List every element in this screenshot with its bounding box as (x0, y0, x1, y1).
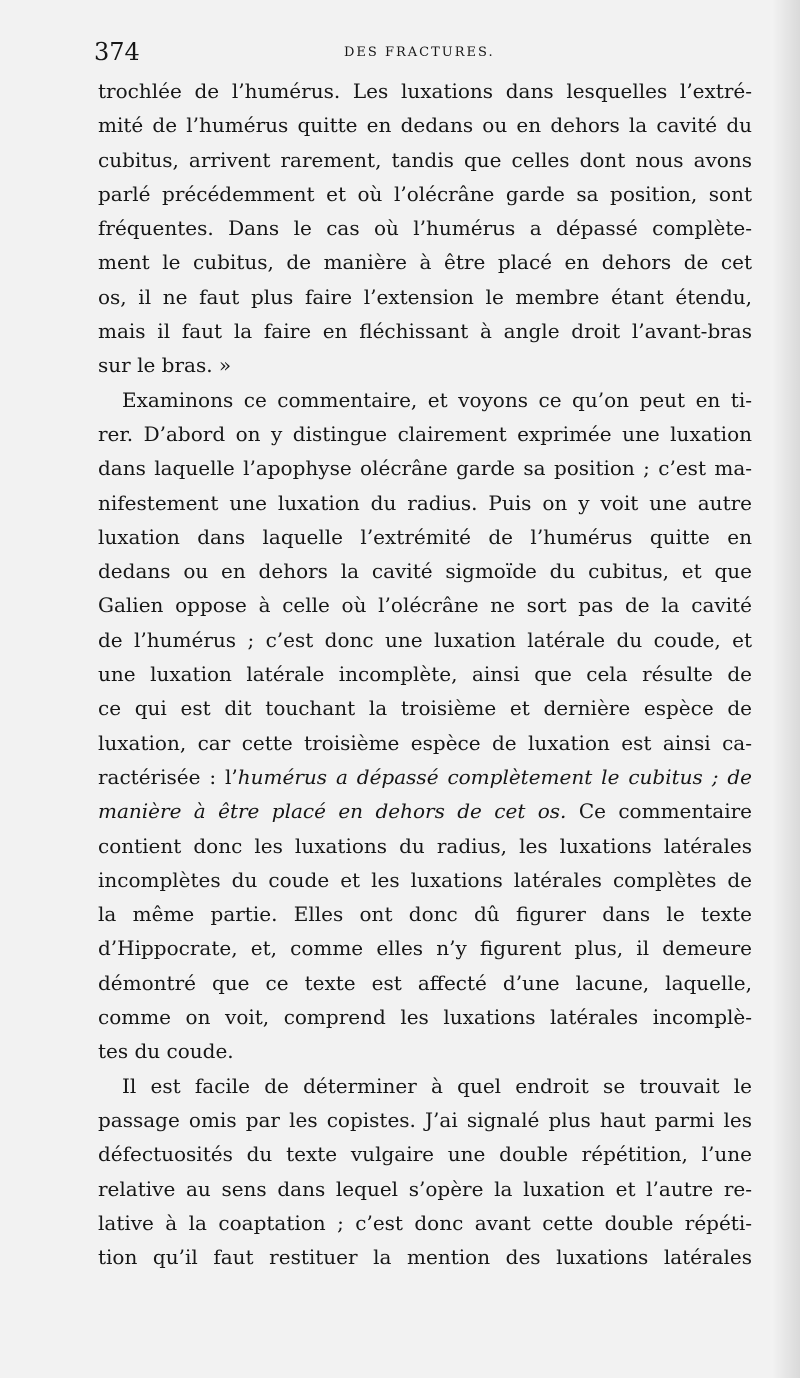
text-line: une luxation latérale incomplète, ainsi que cela résulte de (98, 662, 752, 687)
text-line: trochlée de l’humérus. Les luxations dans lesquelles l’extré- (98, 79, 752, 103)
text-line: lative à la coaptation ; c’est donc avant cette double répéti- (98, 1210, 752, 1235)
text-line: comme on voit, comprend les luxations latérales incomplè- (98, 1005, 752, 1030)
text-line: nifestement une luxation du radius. Puis on y voit une autre (98, 490, 752, 515)
text-line: parlé précédemment et où l’olécrâne garde sa position, sont (98, 181, 752, 206)
text-line: ce qui est dit touchant la troisième et dernière espèce de (98, 696, 752, 721)
text-fragment: Ce commentaire (566, 799, 752, 824)
running-title: DES FRACTURES. (344, 45, 495, 60)
paragraph-start-line: Il est facile de déterminer à quel endroit se trouvait le (122, 1073, 752, 1098)
italic-quote: manière à être placé en dehors de cet os. (98, 799, 567, 824)
text-line-with-italic (98, 794, 752, 828)
page-edge-shadow (772, 0, 800, 1378)
text-line: luxation, car cette troisième espèce de luxation est ainsi ca- (98, 730, 752, 755)
text-line: contient donc les luxations du radius, les luxations latérales (98, 833, 752, 858)
text-line: ment le cubitus, de manière à être placé en dehors de cet (98, 250, 752, 275)
text-line: tion qu’il faut restituer la mention des luxations latérales (98, 1245, 752, 1270)
text-body (98, 74, 752, 1274)
italic-quote: humérus a dépassé complètement le cubitus ; de (237, 764, 752, 789)
text-line: démontré que ce texte est affecté d’une lacune, laquelle, (98, 970, 752, 995)
text-line-with-italic (98, 760, 752, 794)
text-line: la même partie. Elles ont donc dû figurer dans le texte (98, 902, 752, 927)
text-line: dedans ou en dehors la cavité sigmoïde du cubitus, et que (98, 559, 752, 584)
text-line: fréquentes. Dans le cas où l’humérus a dépassé complète- (98, 216, 752, 241)
text-line: tes du coude. (98, 1039, 234, 1064)
text-line: os, il ne faut plus faire l’extension le membre étant étendu, (98, 284, 752, 309)
text-line: passage omis par les copistes. J’ai signalé plus haut parmi les (98, 1107, 752, 1132)
text-line: cubitus, arrivent rarement, tandis que celles dont nous avons (98, 147, 752, 172)
text-line: luxation dans laquelle l’extrémité de l’humérus quitte en (98, 524, 752, 549)
text-line: Galien oppose à celle où l’olécrâne ne sort pas de la cavité (98, 593, 752, 618)
text-line: défectuosités du texte vulgaire une double répétition, l’une (98, 1142, 752, 1167)
text-line: de l’humérus ; c’est donc une luxation latérale du coude, et (98, 627, 752, 652)
text-line: mité de l’humérus quitte en dedans ou en dehors la cavité du (98, 113, 752, 138)
text-line: incomplètes du coude et les luxations latérales complètes de (98, 867, 752, 892)
running-head (94, 38, 754, 68)
text-line: dans laquelle l’apophyse olécrâne garde sa position ; c’est ma- (98, 456, 752, 481)
text-line: relative au sens dans lequel s’opère la luxation et l’autre re- (98, 1176, 752, 1201)
text-line: sur le bras. » (98, 353, 232, 378)
paragraph-start-line: Examinons ce commentaire, et voyons ce qu’on peut en ti- (122, 387, 752, 412)
text-line: mais il faut la faire en fléchissant à angle droit l’avant-bras (98, 319, 752, 344)
text-fragment: ractérisée : l’ (98, 764, 238, 789)
page-number: 374 (94, 38, 140, 66)
text-line: d’Hippocrate, et, comme elles n’y figurent plus, il demeure (98, 936, 752, 961)
text-line: rer. D’abord on y distingue clairement exprimée une luxation (98, 421, 752, 446)
